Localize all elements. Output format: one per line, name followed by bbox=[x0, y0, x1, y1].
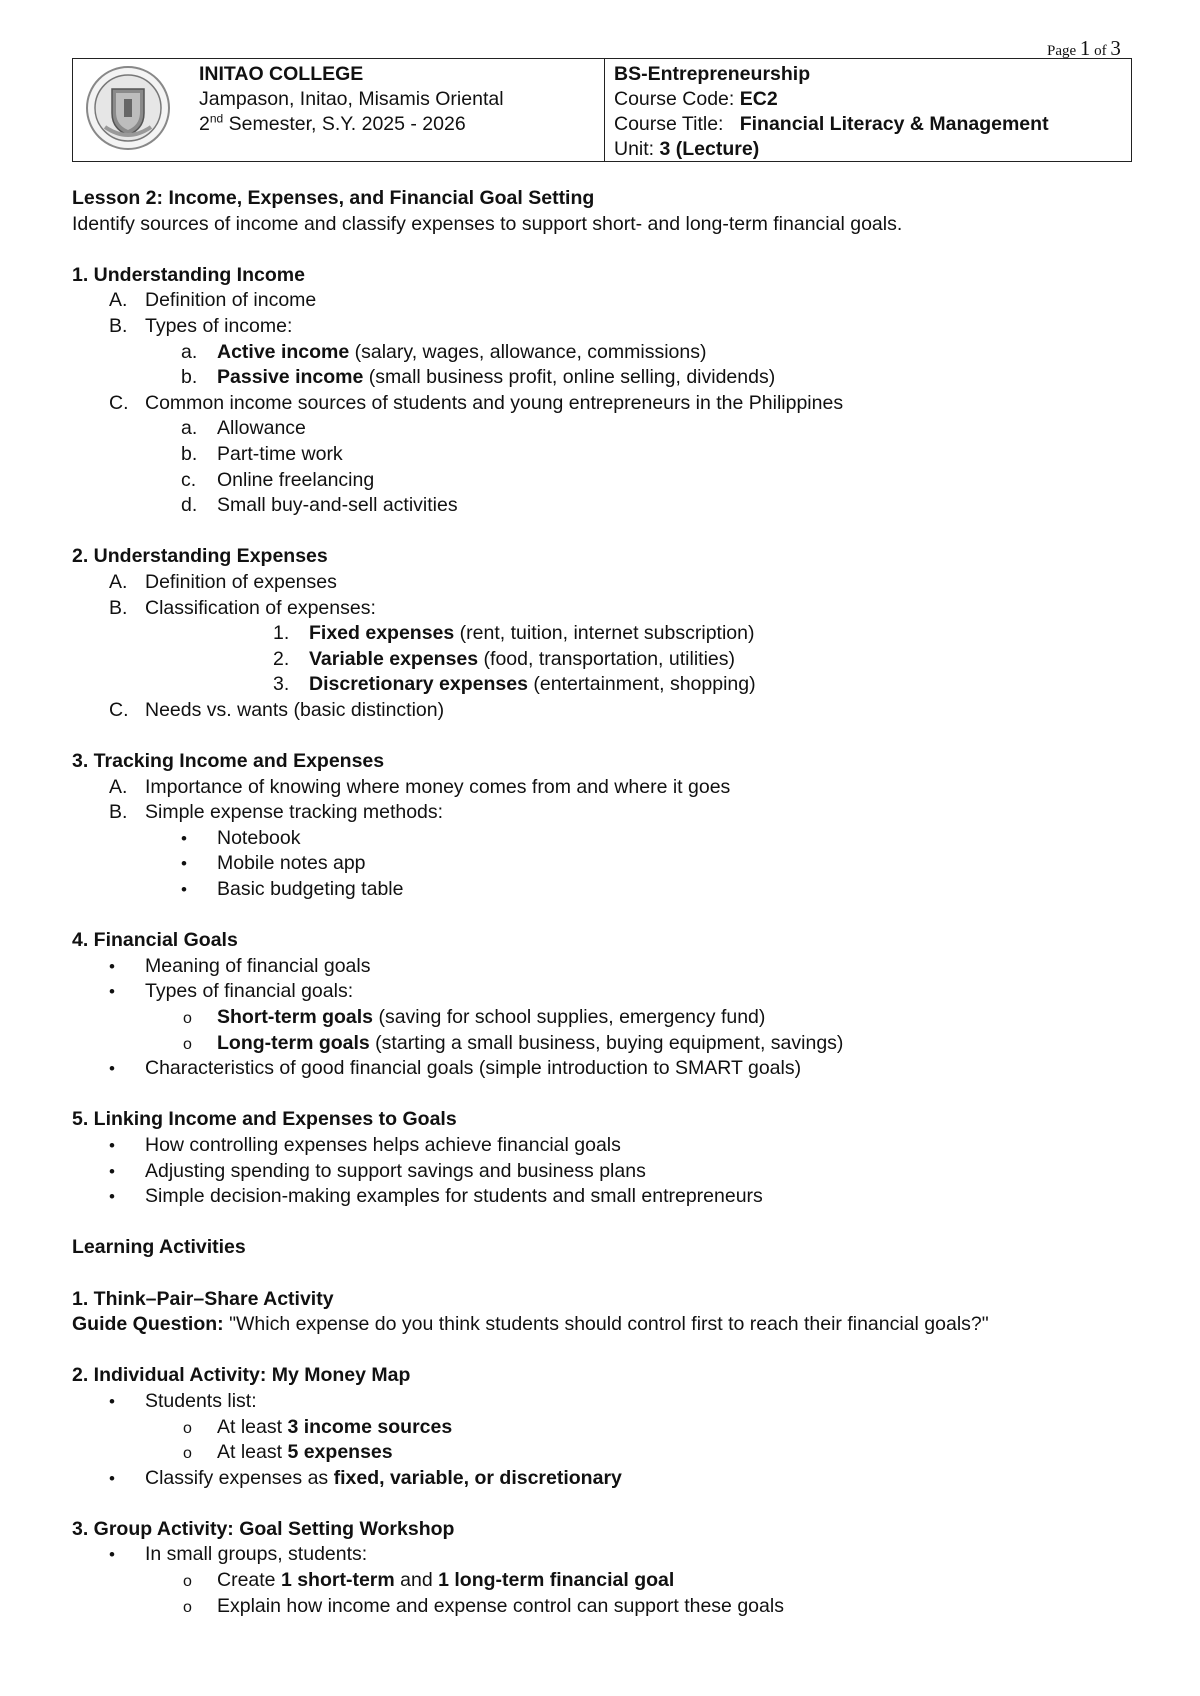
course-unit: Unit: 3 (Lecture) bbox=[614, 138, 760, 160]
list-item: B. Simple expense tracking methods: bbox=[109, 801, 444, 824]
lesson-objective: Identify sources of income and classify expenses to support short- and long-term financial goals. bbox=[72, 212, 903, 235]
list-item: a. Allowance bbox=[181, 417, 306, 440]
list-item: B. Classification of expenses: bbox=[109, 596, 376, 619]
list-item: b. Part-time work bbox=[181, 442, 343, 465]
section-title: 1. Understanding Income bbox=[72, 263, 305, 286]
page-number: Page 1 of 3 bbox=[1047, 36, 1121, 60]
section-title: 2. Understanding Expenses bbox=[72, 545, 328, 568]
list-item: c. Online freelancing bbox=[181, 468, 375, 491]
section-title: 4. Financial Goals bbox=[72, 929, 238, 952]
list-item: 2. Variable expenses (food, transportation, utilities) bbox=[273, 647, 735, 670]
lesson-content bbox=[72, 186, 1152, 1619]
course-title: Course Title: Financial Literacy & Management bbox=[614, 113, 1049, 135]
college-info bbox=[199, 62, 504, 137]
list-item: o At least 5 expenses bbox=[183, 1441, 393, 1464]
list-item: A. Importance of knowing where money comes from and where it goes bbox=[109, 775, 731, 798]
guide-question: Guide Question: "Which expense do you think students should control first to reach their financial goals?" bbox=[72, 1313, 989, 1336]
list-item: o Explain how income and expense control can support these goals bbox=[183, 1594, 784, 1617]
activity-title: 2. Individual Activity: My Money Map bbox=[72, 1364, 411, 1387]
list-item: • Adjusting spending to support savings and business plans bbox=[109, 1159, 646, 1182]
list-item: • Basic budgeting table bbox=[181, 878, 404, 901]
list-item: • Mobile notes app bbox=[181, 852, 366, 875]
semester: 2nd Semester, S.Y. 2025 - 2026 bbox=[199, 111, 466, 135]
list-item: • How controlling expenses helps achieve financial goals bbox=[109, 1133, 621, 1156]
list-item: A. Definition of expenses bbox=[109, 570, 337, 593]
activity-title: 3. Group Activity: Goal Setting Workshop bbox=[72, 1517, 455, 1540]
list-item: C. Needs vs. wants (basic distinction) bbox=[109, 698, 445, 721]
course-code: Course Code: EC2 bbox=[614, 88, 778, 110]
list-item: o Short-term goals (saving for school supplies, emergency fund) bbox=[183, 1006, 766, 1028]
college-seal-icon bbox=[85, 65, 171, 151]
lesson-title: Lesson 2: Income, Expenses, and Financial Goal Setting bbox=[72, 187, 595, 209]
list-item: 1. Fixed expenses (rent, tuition, internet subscription) bbox=[273, 622, 755, 645]
list-item: • In small groups, students: bbox=[109, 1543, 368, 1566]
list-item: a. Active income (salary, wages, allowance, commissions) bbox=[181, 340, 707, 363]
section-title: 3. Tracking Income and Expenses bbox=[72, 750, 385, 773]
header-table bbox=[72, 58, 1132, 162]
list-item: • Notebook bbox=[181, 826, 301, 849]
list-item: • Simple decision-making examples for students and small entrepreneurs bbox=[109, 1185, 763, 1208]
list-item: C. Common income sources of students and young entrepreneurs in the Philippines bbox=[109, 391, 844, 414]
section-title: 5. Linking Income and Expenses to Goals bbox=[72, 1108, 457, 1131]
activity-title: 1. Think–Pair–Share Activity bbox=[72, 1287, 334, 1310]
list-item: o At least 3 income sources bbox=[183, 1415, 453, 1438]
list-item: A. Definition of income bbox=[109, 289, 317, 312]
program-name: BS-Entrepreneurship bbox=[614, 63, 811, 85]
list-item: b. Passive income (small business profit, online selling, dividends) bbox=[181, 366, 776, 389]
list-item: • Students list: bbox=[109, 1389, 257, 1412]
list-item: o Long-term goals (starting a small business, buying equipment, savings) bbox=[183, 1031, 844, 1054]
list-item: • Characteristics of good financial goals (simple introduction to SMART goals) bbox=[109, 1057, 802, 1080]
list-item: • Meaning of financial goals bbox=[109, 954, 371, 977]
activities-heading: Learning Activities bbox=[72, 1236, 246, 1259]
header-divider bbox=[604, 59, 605, 161]
list-item: o Create 1 short-term and 1 long-term financial goal bbox=[183, 1569, 675, 1592]
college-name: INITAO COLLEGE bbox=[199, 63, 364, 85]
list-item: 3. Discretionary expenses (entertainment, shopping) bbox=[273, 673, 756, 696]
list-item: B. Types of income: bbox=[109, 314, 293, 337]
college-address: Jampason, Initao, Misamis Oriental bbox=[199, 88, 504, 110]
course-info bbox=[614, 62, 1049, 162]
list-item: • Classify expenses as fixed, variable, or discretionary bbox=[109, 1466, 622, 1489]
list-item: • Types of financial goals: bbox=[109, 980, 354, 1003]
list-item: d. Small buy-and-sell activities bbox=[181, 494, 458, 517]
